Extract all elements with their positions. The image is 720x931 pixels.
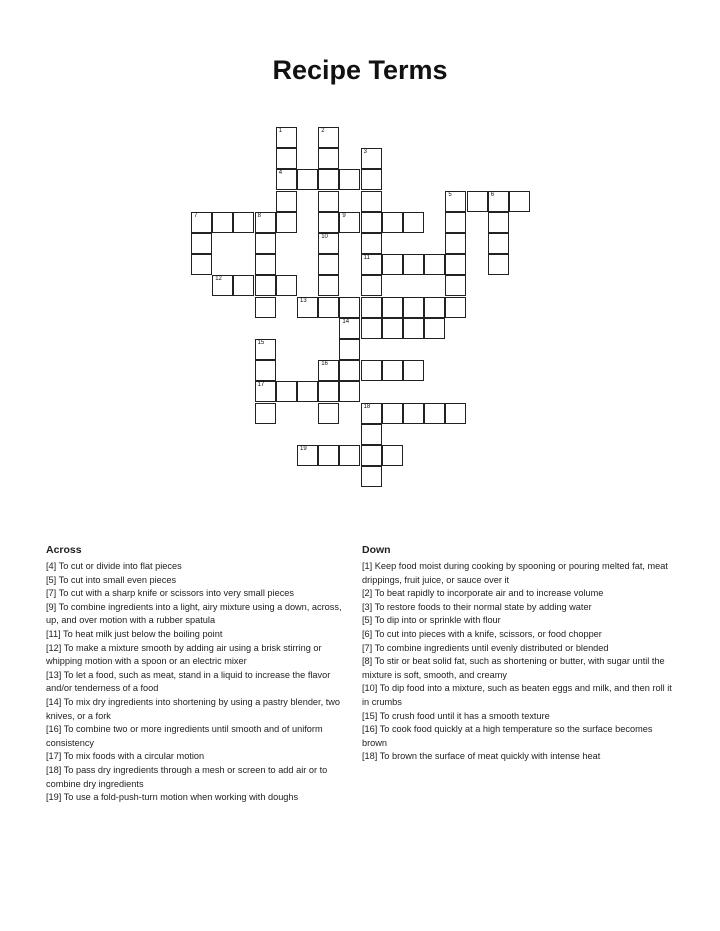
down-clue: [15] To crush food until it has a smooth texture — [362, 710, 550, 721]
grid-cell[interactable] — [276, 191, 297, 212]
grid-cell[interactable] — [318, 212, 339, 233]
across-clue: [18] To pass dry ingredients through a mesh or screen to add air or to combine dry ingredients — [46, 764, 328, 789]
grid-cell[interactable] — [318, 148, 339, 169]
grid-cell[interactable] — [445, 275, 466, 296]
grid-cell[interactable] — [276, 148, 297, 169]
grid-cell[interactable] — [488, 191, 509, 212]
down-clue: [1] Keep food moist during cooking by spooning or pouring melted fat, meat drippings, fruit juice, or sauce over it — [362, 561, 668, 585]
across-clue: [14] To mix dry ingredients into shortening by using a pastry blender, two knives, or a fork — [46, 696, 340, 721]
down-clue: [6] To cut into pieces with a knife, scissors, or food chopper — [362, 628, 602, 639]
grid-cell[interactable] — [467, 191, 488, 212]
grid-cell[interactable] — [191, 233, 212, 254]
grid-cell[interactable] — [318, 445, 339, 466]
grid-cell[interactable] — [445, 191, 466, 212]
cell-number: 4 — [278, 170, 283, 177]
grid-cell[interactable] — [339, 381, 360, 402]
grid-cell[interactable] — [297, 381, 318, 402]
down-heading: Down — [362, 544, 391, 556]
grid-cell[interactable] — [339, 318, 360, 339]
grid-cell[interactable] — [361, 233, 382, 254]
grid-cell[interactable] — [255, 381, 276, 402]
grid-cell[interactable] — [382, 403, 403, 424]
grid-cell[interactable] — [488, 212, 509, 233]
grid-cell[interactable] — [191, 212, 212, 233]
grid-cell[interactable] — [382, 318, 403, 339]
grid-cell[interactable] — [424, 297, 445, 318]
grid-cell[interactable] — [361, 318, 382, 339]
down-clue: [16] To cook food quickly at a high temperature so the surface becomes brown — [362, 724, 653, 748]
grid-cell[interactable] — [403, 360, 424, 381]
grid-cell[interactable] — [276, 381, 297, 402]
grid-cell[interactable] — [297, 297, 318, 318]
grid-cell[interactable] — [339, 360, 360, 381]
across-clue: [11] To heat milk just below the boiling point — [46, 628, 223, 639]
grid-cell[interactable] — [255, 233, 276, 254]
grid-cell[interactable] — [382, 445, 403, 466]
grid-cell[interactable] — [361, 445, 382, 466]
grid-cell[interactable] — [339, 212, 360, 233]
grid-cell[interactable] — [318, 360, 339, 381]
grid-cell[interactable] — [445, 254, 466, 275]
down-clue: [10] To dip food into a mixture, such as beaten eggs and milk, and then roll it in crumbs — [362, 683, 672, 707]
grid-cell[interactable] — [339, 297, 360, 318]
grid-cell[interactable] — [361, 297, 382, 318]
across-clue: [17] To mix foods with a circular motion — [46, 751, 205, 762]
across-clue: [7] To cut with a sharp knife or scissors into very small pieces — [46, 588, 294, 599]
grid-cell[interactable] — [445, 297, 466, 318]
cell-number: 15 — [257, 340, 265, 346]
cell-number: 18 — [363, 403, 371, 410]
grid-cell[interactable] — [297, 445, 318, 466]
grid-cell[interactable] — [403, 212, 424, 233]
grid-cell[interactable] — [212, 275, 233, 296]
cell-number: 17 — [257, 382, 265, 389]
grid-cell[interactable] — [361, 275, 382, 296]
grid-cell[interactable] — [382, 254, 403, 275]
grid-cell[interactable] — [233, 212, 254, 233]
grid-cell[interactable] — [318, 275, 339, 296]
grid-cell[interactable] — [361, 212, 382, 233]
across-heading: Across — [46, 544, 82, 556]
grid-cell[interactable] — [361, 360, 382, 381]
grid-cell[interactable] — [424, 403, 445, 424]
grid-cell[interactable] — [276, 212, 297, 233]
page-title: Recipe Terms — [272, 55, 448, 85]
grid-cell[interactable] — [255, 275, 276, 296]
grid-cell[interactable] — [318, 169, 339, 190]
across-clue: [5] To cut into small even pieces — [46, 574, 177, 585]
grid-cell[interactable] — [276, 275, 297, 296]
grid-cell[interactable] — [233, 275, 254, 296]
grid-cell[interactable] — [255, 212, 276, 233]
cell-number: 6 — [490, 191, 495, 198]
cell-number: 5 — [448, 191, 452, 198]
grid-cell[interactable] — [255, 360, 276, 381]
cell-number: 10 — [321, 234, 328, 240]
across-clue: [19] To use a fold-push-turn motion when working with doughs — [46, 792, 299, 803]
grid-cell[interactable] — [255, 297, 276, 318]
down-clue: [2] To beat rapidly to incorporate air and to increase volume — [362, 588, 604, 599]
grid-cell[interactable] — [424, 318, 445, 339]
grid-cell[interactable] — [403, 403, 424, 424]
grid-cell[interactable] — [382, 212, 403, 233]
cell-number: 1 — [278, 128, 283, 134]
grid-cell[interactable] — [361, 191, 382, 212]
grid-cell[interactable] — [318, 254, 339, 275]
grid-cell[interactable] — [255, 403, 276, 424]
grid-cell[interactable] — [191, 254, 212, 275]
grid-cell[interactable] — [424, 254, 445, 275]
grid-cell[interactable] — [276, 169, 297, 190]
grid-cell[interactable] — [361, 169, 382, 190]
grid-cell[interactable] — [339, 445, 360, 466]
grid-cell[interactable] — [361, 424, 382, 445]
grid-cell[interactable] — [361, 466, 382, 487]
grid-cell[interactable] — [445, 233, 466, 254]
grid-cell[interactable] — [297, 169, 318, 190]
across-clues — [46, 544, 354, 805]
grid-cell[interactable] — [509, 191, 530, 212]
down-clue: [5] To dip into or sprinkle with flour — [362, 615, 501, 626]
down-clue: [8] To stir or beat solid fat, such as shortening or butter, with sugar until the mixture is soft, smooth, and creamy — [362, 656, 665, 680]
cell-number: 2 — [321, 128, 325, 134]
grid-cell[interactable] — [339, 339, 360, 360]
grid-cell[interactable] — [445, 403, 466, 424]
cell-number: 8 — [257, 212, 261, 219]
across-clue: [12] To make a mixture smooth by adding air using a brisk stirring or whipping motion with a spoon or an electric mixer — [46, 642, 322, 667]
grid-cell[interactable] — [403, 254, 424, 275]
cell-number: 19 — [300, 446, 307, 452]
across-clue: [13] To let a food, such as meat, stand in a liquid to increase the flavor and/or tenderness of a food — [46, 669, 331, 694]
grid-cell[interactable] — [403, 318, 424, 339]
grid-cell[interactable] — [255, 254, 276, 275]
grid-cell[interactable] — [339, 169, 360, 190]
grid-cell[interactable] — [318, 403, 339, 424]
cell-number: 3 — [363, 149, 367, 156]
across-clue: [9] To combine ingredients into a light, airy mixture using a down, across, up, and over motion with a rubber spatula — [46, 601, 342, 626]
across-clue: [4] To cut or divide into flat pieces — [46, 561, 182, 571]
grid-cell[interactable] — [361, 254, 382, 275]
grid-cell[interactable] — [318, 191, 339, 212]
grid-cell[interactable] — [255, 339, 276, 360]
grid-cell[interactable] — [361, 148, 382, 169]
grid-cell[interactable] — [382, 297, 403, 318]
cell-number: 12 — [215, 276, 222, 283]
down-clue: [18] To brown the surface of meat quickly with intense heat — [362, 751, 601, 762]
grid-cell[interactable] — [318, 381, 339, 402]
grid-cell[interactable] — [212, 212, 233, 233]
cell-number: 7 — [194, 212, 198, 219]
grid-cell[interactable] — [488, 254, 509, 275]
grid-cell[interactable] — [361, 403, 382, 424]
down-clue: [7] To combine ingredients until evenly distributed or blended — [362, 642, 609, 653]
down-clues — [362, 544, 672, 764]
grid-cell[interactable] — [318, 127, 339, 148]
grid-cell[interactable] — [382, 360, 403, 381]
grid-cell[interactable] — [445, 212, 466, 233]
cell-number: 13 — [300, 297, 307, 304]
grid-cell[interactable] — [488, 233, 509, 254]
cell-number: 9 — [342, 212, 346, 219]
grid-cell[interactable] — [318, 297, 339, 318]
cell-number: 11 — [363, 255, 370, 262]
grid-cell[interactable] — [318, 233, 339, 254]
cell-number: 14 — [342, 318, 350, 325]
down-clue: [3] To restore foods to their normal state by adding water — [362, 601, 592, 612]
grid-cell[interactable] — [276, 127, 297, 148]
cell-number: 16 — [321, 361, 328, 368]
grid-cell[interactable] — [403, 297, 424, 318]
across-clue: [16] To combine two or more ingredients until smooth and of uniform consistency — [46, 724, 323, 748]
